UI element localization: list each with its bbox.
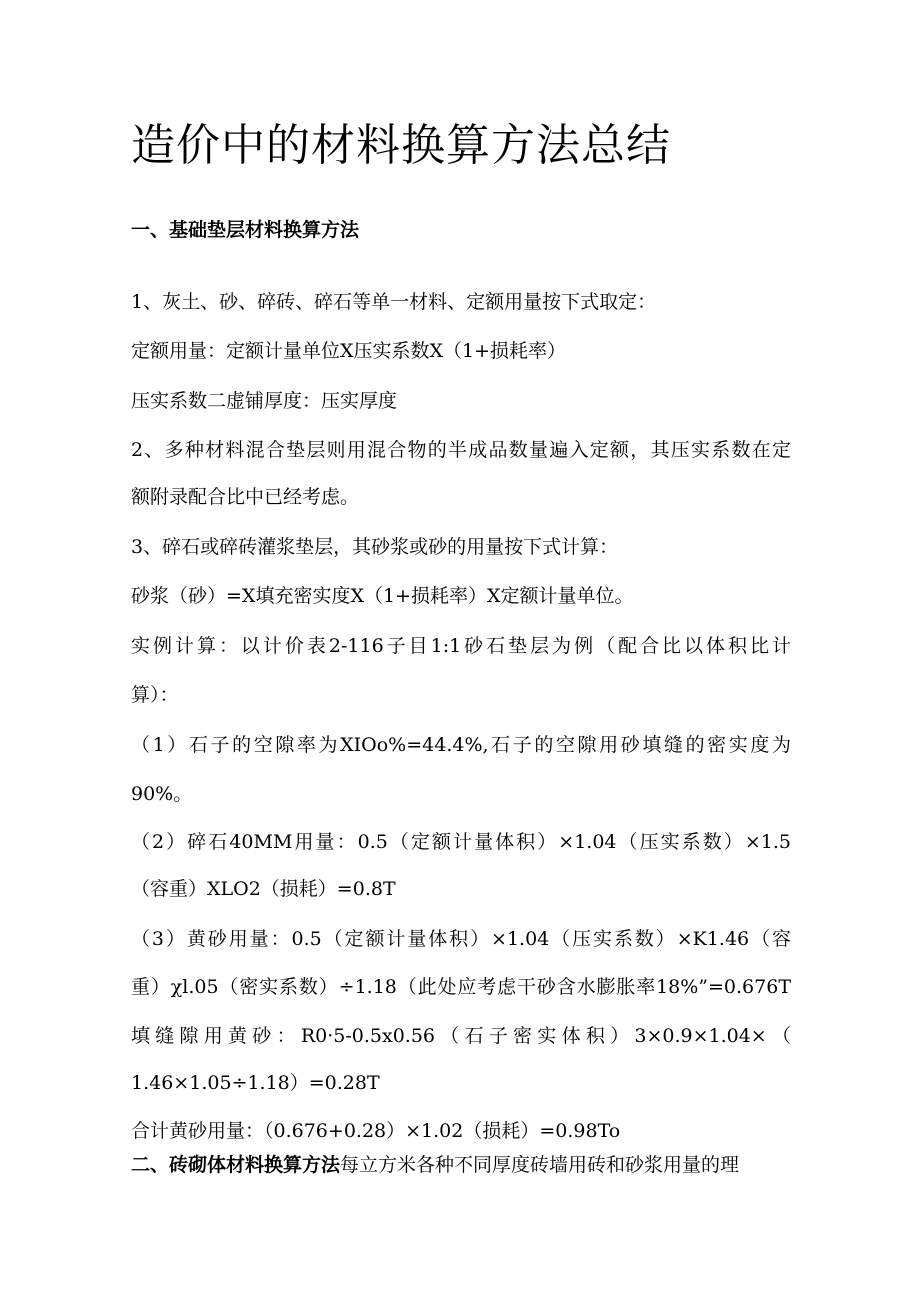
paragraph-line: 1、灰土、砂、碎砖、碎石等单一材料、定额用量按下式取定： [131, 291, 657, 313]
paragraph-line: （2）碎石40MM用量：0.5（定额计量体积）×1.04（压实系数）×1.5 [131, 831, 791, 853]
section-intro-text: 每立方米各种不同厚度砖墙用砖和砂浆用量的理 [340, 1154, 740, 1176]
section-heading-foundation-cushion: 一、基础垫层材料换算方法 [131, 219, 360, 241]
paragraph-line: 2、多种材料混合垫层则用混合物的半成品数量遍入定额，其压实系数在定 [131, 439, 791, 461]
paragraph-line: （3）黄砂用量：0.5（定额计量体积）×1.04（压实系数）×K1.46（容 [131, 928, 791, 950]
paragraph-line: 3、碎石或碎砖灌浆垫层，其砂浆或砂的用量按下式计算： [131, 536, 619, 558]
paragraph-line: （1）石子的空隙率为XIOo%=44.4%,石子的空隙用砂填缝的密实度为 [131, 734, 791, 756]
paragraph-line: 砂浆（砂）=X填充密实度X（1+损耗率）X定额计量单位。 [131, 585, 634, 607]
paragraph-line: 定额用量：定额计量单位X压实系数X（1+损耗率） [131, 340, 567, 362]
section-heading-masonry: 二、砖砌体材料换算方法 [131, 1154, 341, 1176]
paragraph-line: （容重）XLO2（损耗）=0.8T [131, 878, 396, 900]
paragraph-line: 合计黄砂用量：（0.676+0.28）×1.02（损耗）=0.98To [131, 1120, 621, 1142]
paragraph-line: 实例计算：以计价表2-116子目1:1砂石垫层为例（配合比以体积比计 [131, 635, 791, 657]
paragraph-line: 额附录配合比中已经考虑。 [131, 486, 360, 508]
paragraph-line: 填缝隙用黄砂：R0·5-0.5x0.56（石子密实体积）3×0.9×1.04×（ [131, 1025, 791, 1047]
document-title: 造价中的材料换算方法总结 [131, 120, 671, 171]
paragraph-line: 算）： [131, 684, 179, 706]
paragraph-line: 90%。 [131, 783, 193, 805]
paragraph-line: 重）χl.05（密实系数）÷1.18（此处应考虑干砂含水膨胀率18%”=0.676T [131, 976, 791, 998]
section-heading-masonry-line [131, 1154, 739, 1177]
paragraph-line: 1.46×1.05÷1.18）=0.28T [131, 1072, 380, 1094]
paragraph-line: 压实系数二虚铺厚度：压实厚度 [131, 390, 398, 412]
